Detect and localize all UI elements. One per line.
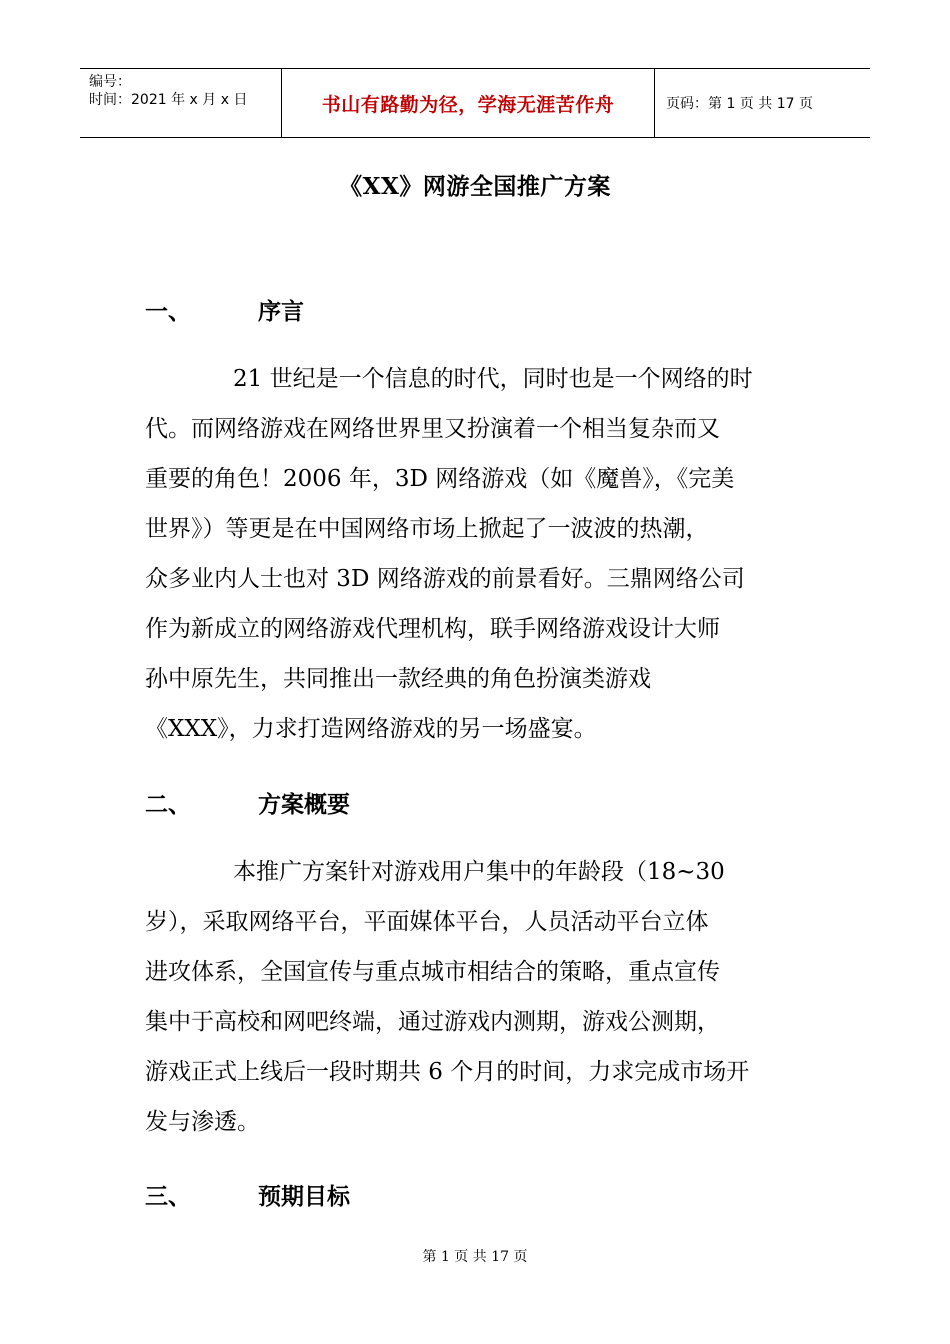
paragraph-line: 进攻体系，全国宣传与重点城市相结合的策略，重点宣传 [145,959,720,985]
section-title: 序言 [258,299,304,325]
paragraph-line: 代。而网络游戏在网络世界里又扮演着一个相当复杂而又 [145,416,720,442]
number-label: 编号： [89,74,131,90]
section-number: 三、 [145,1184,191,1210]
paragraph-line: 重要的角色！2006 年，3D 网络游戏（如《魔兽》，《完美 [145,466,735,492]
header-meta-cell [80,69,280,137]
time-label: 时间：2021 年 x 月 x 日 [89,92,248,108]
paragraph-line: 岁），采取网络平台，平面媒体平台，人员活动平台立体 [145,909,709,935]
paragraph-line: 孙中原先生，共同推出一款经典的角色扮演类游戏 [145,666,651,692]
header-table [80,68,870,138]
paragraph-line: 本推广方案针对游戏用户集中的年龄段（18~30 [233,859,725,885]
paragraph-line: 《XXX》，力求打造网络游戏的另一场盛宴。 [145,716,597,742]
document-title: 《XX》网游全国推广方案 [339,173,611,200]
paragraph-line: 集中于高校和网吧终端，通过游戏内测期，游戏公测期， [145,1009,720,1035]
paragraph-line: 21 世纪是一个信息的时代，同时也是一个网络的时 [233,366,753,392]
section-number: 二、 [145,792,191,818]
section-2-paragraph [145,847,813,1147]
header-motto-cell [281,69,655,137]
page-footer: 第 1 页 共 17 页 [422,1249,528,1265]
section-title: 方案概要 [258,792,350,818]
page-info: 页码：第 1 页 共 17 页 [666,96,813,112]
section-1-paragraph [145,354,813,754]
section-number: 一、 [145,299,191,325]
paragraph-line: 发与渗透。 [145,1109,260,1135]
header-page-cell [654,69,870,137]
paragraph-line: 众多业内人士也对 3D 网络游戏的前景看好。三鼎网络公司 [145,566,745,592]
motto: 书山有路勤为径，学海无涯苦作舟 [321,93,615,116]
paragraph-line: 世界》）等更是在中国网络市场上掀起了一波波的热潮， [145,516,709,542]
section-title: 预期目标 [258,1184,350,1210]
paragraph-line: 作为新成立的网络游戏代理机构，联手网络游戏设计大师 [145,616,720,642]
paragraph-line: 游戏正式上线后一段时期共 6 个月的时间，力求完成市场开 [145,1059,750,1085]
